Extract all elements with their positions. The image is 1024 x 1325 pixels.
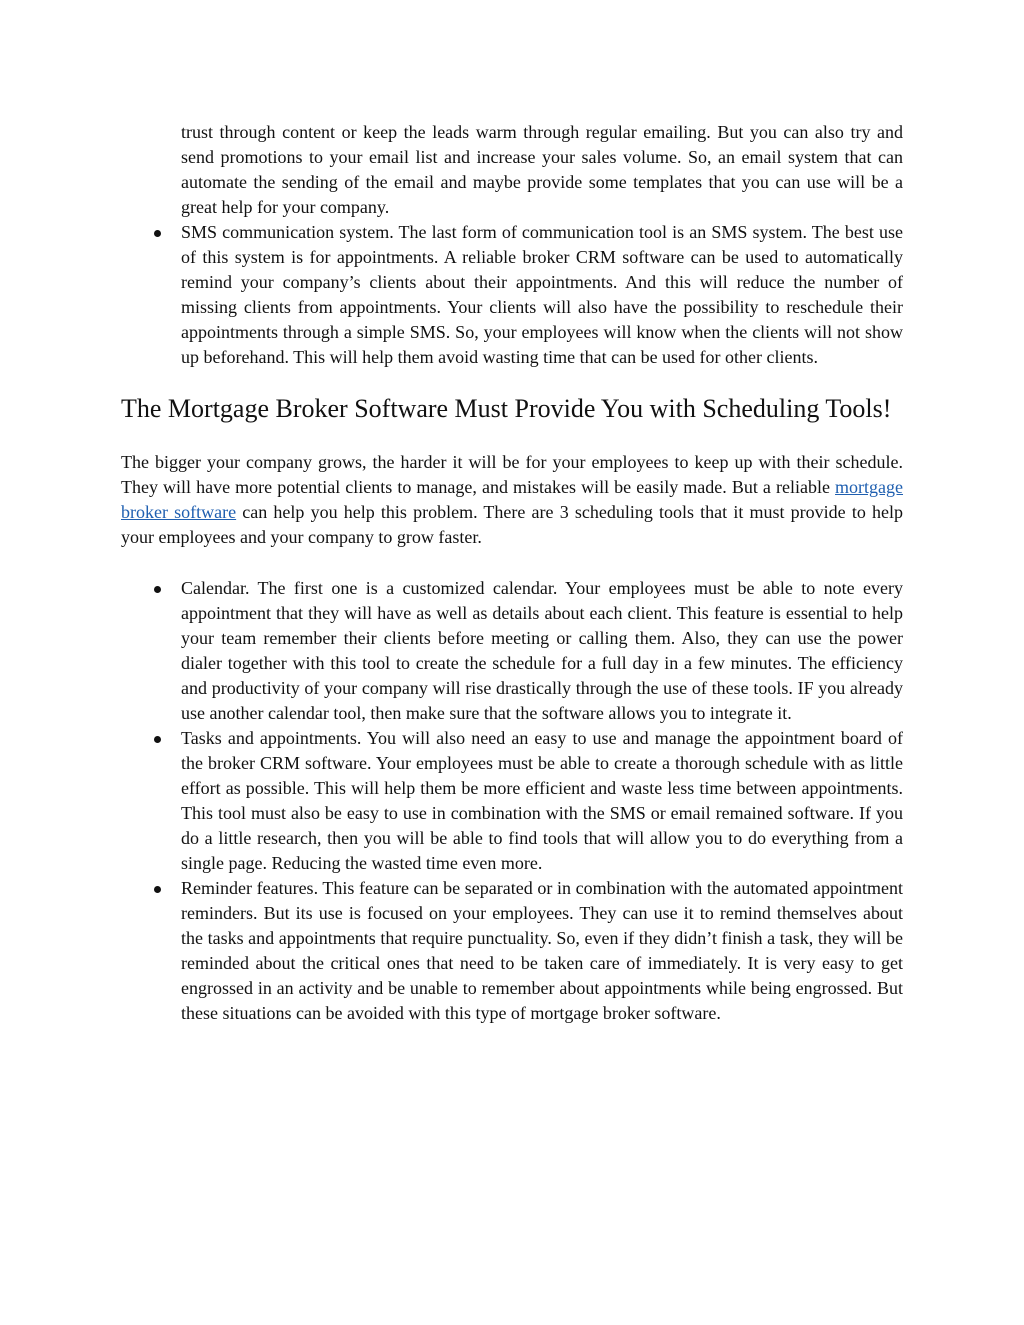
intro-text-before-link: The bigger your company grows, the harder it will be for your employees to keep up with their schedule. They will have more potential clients to manage, and mistakes will be easily made. But a reliable — [121, 452, 903, 497]
bullet-icon — [154, 886, 161, 893]
list-item — [121, 726, 903, 876]
mortgage-broker-software-link[interactable]: mortgage broker software — [121, 477, 903, 522]
list-item — [121, 220, 903, 370]
bullet-icon — [154, 230, 161, 237]
intro-text-after-link: can help you help this problem. There are 3 scheduling tools that it must provide to help your employees and your company to grow faster. — [121, 502, 903, 547]
list-item-text: Calendar. The first one is a customized calendar. Your employees must be able to note every appointment that they will have as well as details about each client. This feature is essential to help your team remember their clients before meeting or calling them. Also, they can use the power dialer together with this tool to create the schedule for a full day in a few minutes. The efficiency and productivity of your company will rise drastically through the use of these tools. IF you already use another calendar tool, then make sure that the software allows you to integrate it. — [181, 578, 903, 723]
list-item-text: Tasks and appointments. You will also need an easy to use and manage the appointment board of the broker CRM software. Your employees must be able to create a thorough schedule with as little effort as possible. This will help them be more efficient and waste less time between appointments. This tool must also be easy to use in combination with the SMS or email remained software. If you do a little research, then you will be able to find tools that will allow you to do everything from a single page. Reducing the wasted time even more. — [181, 728, 903, 873]
page-content — [121, 120, 903, 1026]
list-item — [121, 576, 903, 726]
list-item — [121, 876, 903, 1026]
bullet-list-bottom — [121, 576, 903, 1026]
bullet-icon — [154, 586, 161, 593]
list-item-text: SMS communication system. The last form of communication tool is an SMS system. The best use of this system is for appointments. A reliable broker CRM software can be used to automatically remind your company’s clients about their appointments. And this will reduce the number of missing clients from appointments. Your clients will also have the possibility to reschedule their appointments through a simple SMS. So, your employees will know when the clients will not show up beforehand. This will help them avoid wasting time that can be used for other clients. — [181, 222, 903, 367]
intro-paragraph — [121, 450, 903, 550]
list-item-text: Reminder features. This feature can be separated or in combination with the automated appointment reminders. But its use is focused on your employees. They can use it to remind themselves about the tasks and appointments that require punctuality. So, even if they didn’t finish a task, they will be reminded about the critical ones that need to be taken care of immediately. It is very easy to get engrossed in an activity and be unable to remember about appointments while being engrossed. But these situations can be avoided with this type of mortgage broker software. — [181, 878, 903, 1023]
section-heading: The Mortgage Broker Software Must Provide You with Scheduling Tools! — [121, 394, 892, 423]
bullet-list-top — [121, 220, 903, 370]
bullet-icon — [154, 736, 161, 743]
continuation-paragraph: trust through content or keep the leads warm through regular emailing. But you can also try and send promotions to your email list and increase your sales volume. So, an email system that can automate the sending of the email and maybe provide some templates that you can use will be a great help for your company. — [181, 122, 903, 217]
